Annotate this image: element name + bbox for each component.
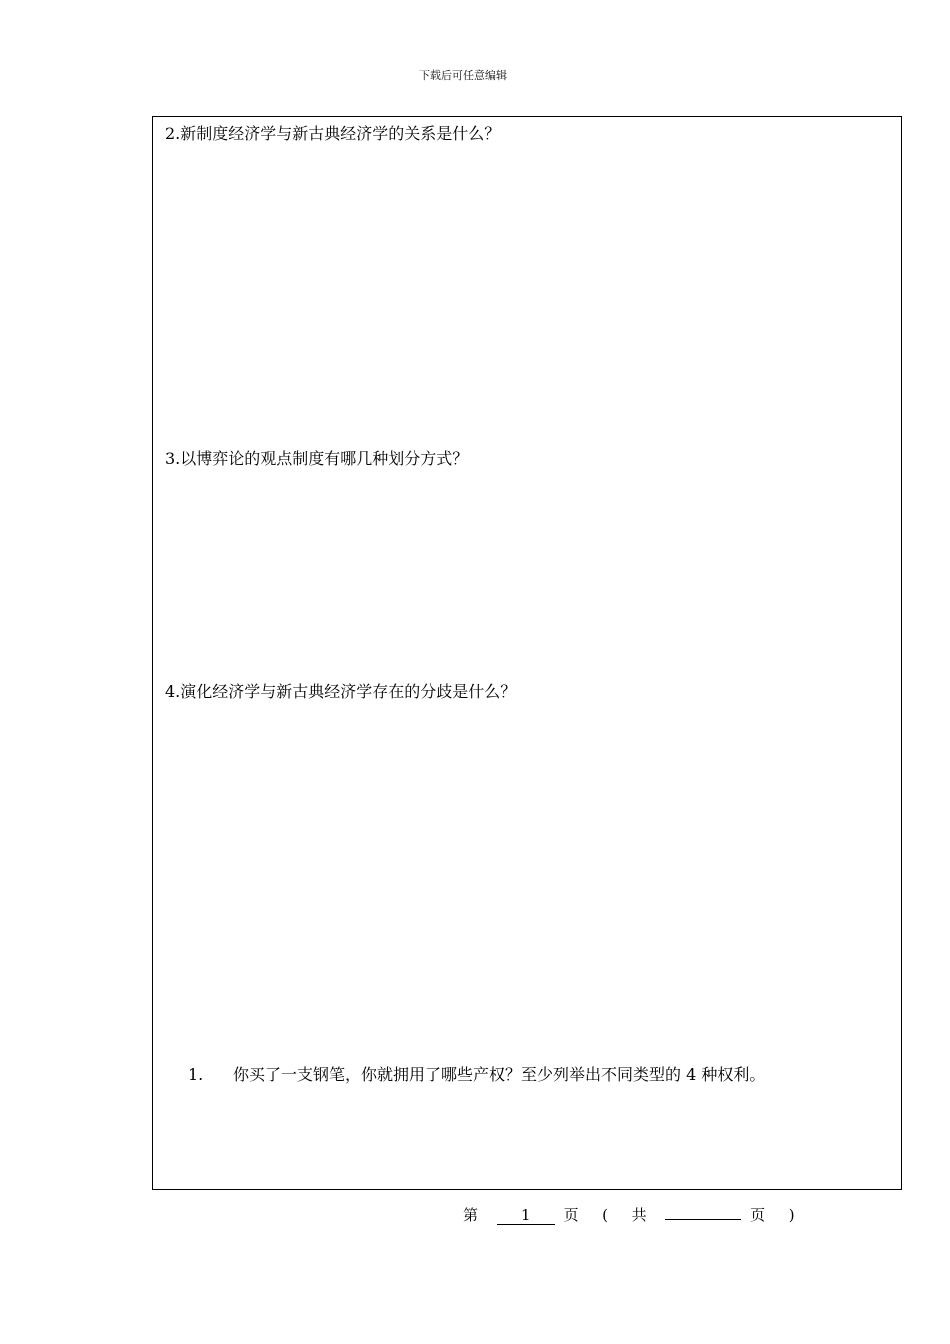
header-note: 下载后可任意编辑	[419, 69, 507, 82]
question-3: 3.以博弈论的观点制度有哪几种划分方式？	[165, 449, 469, 468]
list-number: 1.	[188, 1065, 204, 1084]
current-page-number: 1	[497, 1206, 555, 1225]
footer-page-word-2: 页	[750, 1206, 766, 1224]
question-1: 你买了一支钢笔，你就拥用了哪些产权？至少列举出不同类型的 4 种权利。	[233, 1065, 766, 1084]
page-footer	[463, 1205, 795, 1225]
footer-open-paren: (	[602, 1206, 609, 1224]
answer-box	[152, 116, 902, 1190]
footer-total-word: 共	[631, 1206, 647, 1224]
question-4: 4.演化经济学与新古典经济学存在的分歧是什么？	[165, 682, 517, 701]
footer-prefix: 第	[463, 1206, 479, 1224]
footer-close-paren: )	[788, 1206, 795, 1224]
total-pages-blank	[665, 1219, 741, 1220]
footer-page-word: 页	[563, 1206, 579, 1224]
question-2: 2.新制度经济学与新古典经济学的关系是什么？	[165, 124, 501, 143]
